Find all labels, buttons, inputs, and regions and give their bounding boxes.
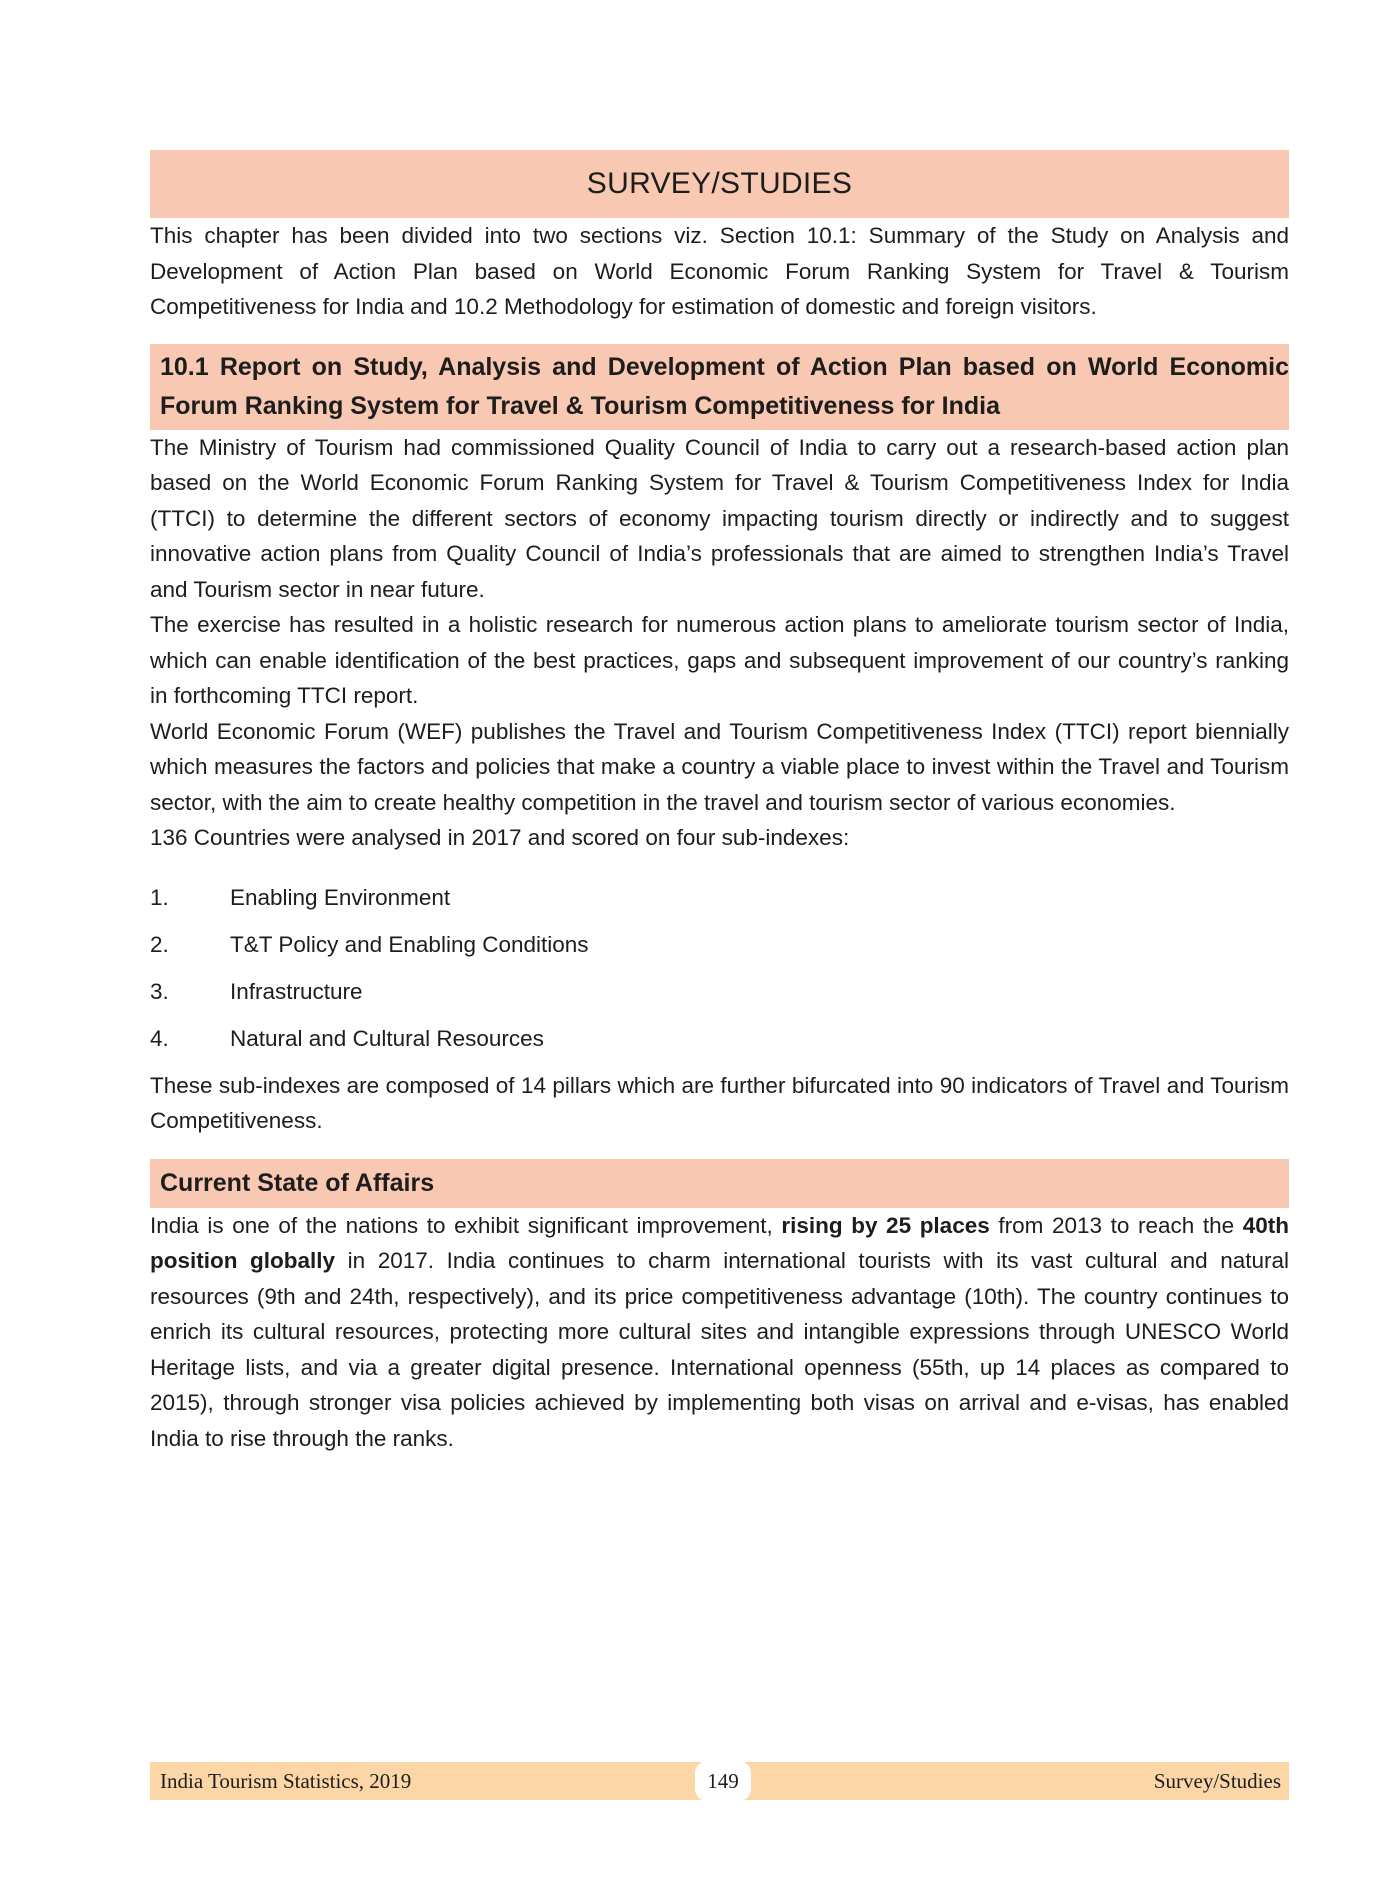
current-state-heading: Current State of Affairs <box>160 1168 435 1197</box>
section-10-1-heading: 10.1 Report on Study, Analysis and Development of Action Plan based on World Economic Forum Ranking System for Travel & Tourism Competitiveness for India <box>160 352 1289 420</box>
list-item <box>150 927 1289 963</box>
current-state-text-2: from 2013 to reach the <box>989 1212 1243 1238</box>
list-item-label: Enabling Environment <box>230 884 451 910</box>
paragraph-ministry-commission: The Ministry of Tourism had commissioned Quality Council of India to carry out a research-based action plan based on the World Economic Forum Ranking System for Travel & Tourism Competitiveness Index for India (TTCI) to determine the different sectors of economy impacting tourism directly or indirectly and to suggest innovative action plans from Quality Council of India’s professionals that are aimed to strengthen India’s Travel and Tourism sector in near future. <box>150 434 1289 602</box>
current-state-text-1: India is one of the nations to exhibit significant improvement, <box>150 1212 782 1238</box>
list-item <box>150 880 1289 916</box>
paragraph-countries-analysed: 136 Countries were analysed in 2017 and scored on four sub-indexes: <box>150 825 850 850</box>
footer-publication-title: India Tourism Statistics, 2019 <box>160 1769 412 1793</box>
subindex-list <box>150 880 1289 1057</box>
chapter-title-band <box>150 150 1289 218</box>
chapter-title: SURVEY/STUDIES <box>586 167 853 200</box>
current-state-heading-band <box>150 1159 1289 1208</box>
current-state-highlight-position: 40th position globally <box>150 1212 1289 1273</box>
paragraph-exercise-result: The exercise has resulted in a holistic research for numerous action plans to ameliorate tourism sector of India, which can enable identification of the best practices, gaps and subsequent improvement of our country’s ranking in forthcoming TTCI report. <box>150 612 1289 708</box>
current-state-text-3: in 2017. India continues to charm international tourists with its vast cultural and natural resources (9th and 24th, respectively), and its price competitiveness advantage (10th). The country continues to enrich its cultural resources, protecting more cultural sites and intangible expressions through UNESCO World Heritage lists, and via a greater digital presence. International openness (55th, up 14 places as compared to 2015), through stronger visa policies achieved by implementing both visas on arrival and e-visas, has enabled India to rise through the ranks. <box>150 1248 1289 1451</box>
footer-chapter-name: Survey/Studies <box>1153 1769 1281 1793</box>
list-item <box>150 974 1289 1010</box>
list-item-number: 3. <box>150 978 169 1004</box>
intro-paragraph: This chapter has been divided into two sections viz. Section 10.1: Summary of the Study on Analysis and Development of Action Plan based on World Economic Forum Ranking System for Travel & Tourism Competitiveness for India and 10.2 Methodology for estimation of domestic and foreign visitors. <box>150 223 1289 319</box>
paragraph-current-state <box>150 1208 1289 1457</box>
paragraph-pillars-indicators: These sub-indexes are composed of 14 pillars which are further bifurcated into 90 indicators of Travel and Tourism Competitiveness. <box>150 1072 1289 1133</box>
list-item-label: T&T Policy and Enabling Conditions <box>230 931 589 957</box>
list-item-number: 4. <box>150 1025 169 1051</box>
list-item-label: Natural and Cultural Resources <box>230 1025 544 1051</box>
list-item-number: 1. <box>150 884 169 910</box>
current-state-highlight-rising: rising by 25 places <box>781 1212 990 1238</box>
list-item-label: Infrastructure <box>230 978 363 1004</box>
list-item <box>150 1021 1289 1057</box>
list-item-number: 2. <box>150 931 169 957</box>
page-content <box>150 150 1289 1456</box>
footer-page-number: 149 <box>695 1761 751 1801</box>
section-10-1-heading-band <box>150 344 1289 430</box>
paragraph-wef-ttci: World Economic Forum (WEF) publishes the Travel and Tourism Competitiveness Index (TTCI) report biennially which measures the factors and policies that make a country a viable place to invest within the Travel and Tourism sector, with the aim to create healthy competition in the travel and tourism sector of various economies. <box>150 718 1289 815</box>
page-footer <box>150 1762 1289 1800</box>
